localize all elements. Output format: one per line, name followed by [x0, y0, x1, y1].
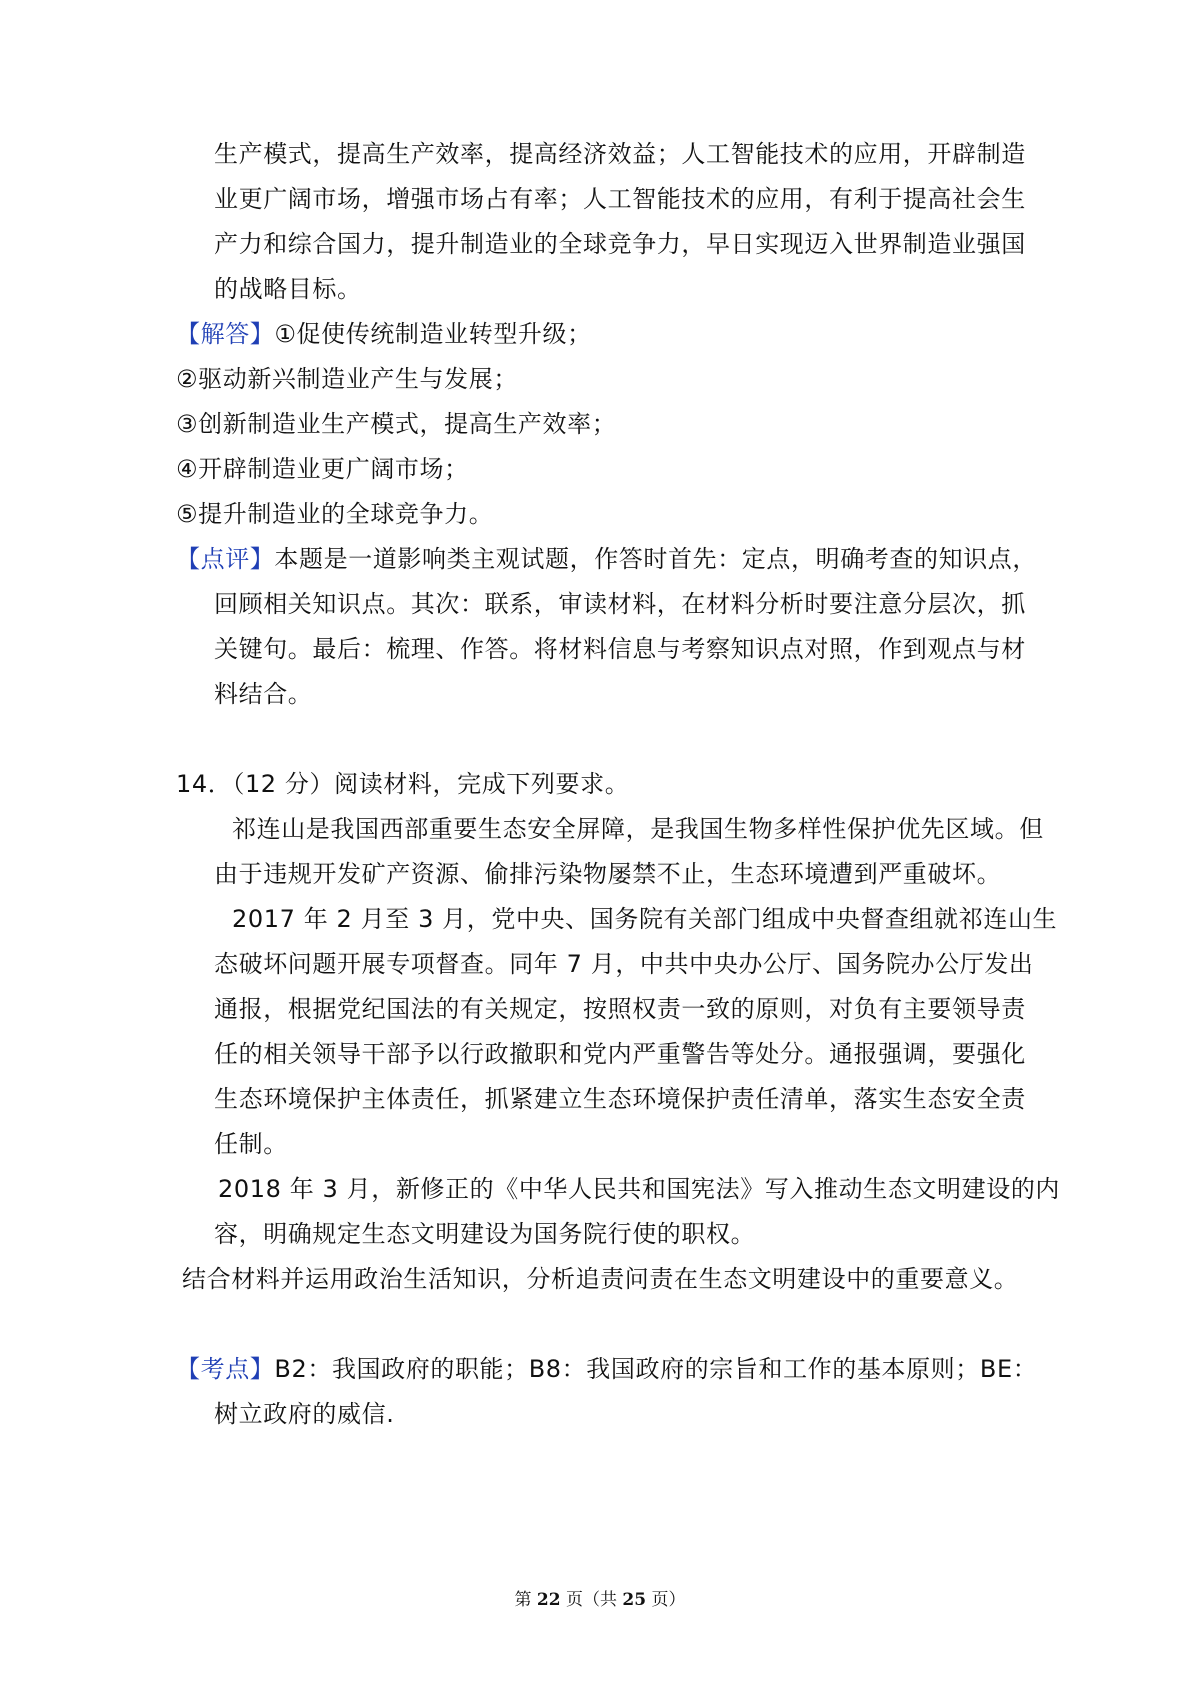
material-line-8: 任制。: [214, 1130, 288, 1158]
answer-item-5: ⑤提升制造业的全球竞争力。: [176, 500, 494, 528]
material-line-5: 通报，根据党纪国法的有关规定，按照权责一致的原则，对负有主要领导责: [214, 995, 1026, 1023]
comment-line-4: 料结合。: [214, 680, 313, 708]
answer-tag: 【解答】: [176, 320, 275, 348]
answer-first: ①促使传统制造业转型升级；: [274, 320, 592, 348]
material-line-4: 态破坏问题开展专项督查。同年 7 月，中共中央办公厅、国务院办公厅发出: [214, 950, 1034, 978]
footer-suffix: 页）: [646, 1590, 686, 1610]
answer-item-2: ②驱动新兴制造业产生与发展；: [176, 365, 518, 393]
comment-line-3: 关键句。最后：梳理、作答。将材料信息与考察知识点对照，作到观点与材: [214, 635, 1026, 663]
continued-line-2: 业更广阔市场，增强市场占有率；人工智能技术的应用，有利于提高社会生: [214, 185, 1026, 213]
material-line-3: 2017 年 2 月至 3 月，党中央、国务院有关部门组成中央督查组就祁连山生: [232, 905, 1058, 933]
material-line-6: 任的相关领导干部予以行政撤职和党内严重警告等处分。通报强调，要强化: [214, 1040, 1026, 1068]
answer-item-3: ③创新制造业生产模式，提高生产效率；: [176, 410, 617, 438]
comment-line-2: 回顾相关知识点。其次：联系，审读材料，在材料分析时要注意分层次，抓: [214, 590, 1026, 618]
material-line-9: 2018 年 3 月，新修正的《中华人民共和国宪法》写入推动生态文明建设的内: [218, 1175, 1061, 1203]
material-line-2: 由于违规开发矿产资源、偷排污染物屡禁不止，生态环境遭到严重破坏。: [214, 860, 1002, 888]
continued-line-1: 生产模式，提高生产效率，提高经济效益；人工智能技术的应用，开辟制造: [214, 140, 1026, 168]
material-line-1: 祁连山是我国西部重要生态安全屏障，是我国生物多样性保护优先区域。但: [232, 815, 1044, 843]
total-page-number: 25: [622, 1590, 647, 1610]
comment-tag: 【点评】: [176, 545, 275, 573]
material-line-7: 生态环境保护主体责任，抓紧建立生态环境保护责任清单，落实生态安全责: [214, 1085, 1026, 1113]
continued-line-4: 的战略目标。: [214, 275, 362, 303]
exam-point-line-2: 树立政府的威信.: [214, 1400, 395, 1428]
comment-line-1: [176, 542, 1037, 576]
material-line-10: 容，明确规定生态文明建设为国务院行使的职权。: [214, 1220, 756, 1248]
question-14-requirement: 结合材料并运用政治生活知识，分析追责问责在生态文明建设中的重要意义。: [182, 1265, 1019, 1293]
exam-point-tag: 【考点】: [176, 1355, 275, 1383]
current-page-number: 22: [536, 1590, 561, 1610]
footer-middle: 页（共: [560, 1590, 623, 1610]
exam-point-line-1: [176, 1352, 1037, 1386]
page-footer: [0, 1585, 1200, 1610]
answer-item-4: ④开辟制造业更广阔市场；: [176, 455, 469, 483]
exam-point-first: B2：我国政府的职能；B8：我国政府的宗旨和工作的基本原则；BE：: [274, 1355, 1038, 1383]
continued-line-3: 产力和综合国力，提升制造业的全球竞争力，早日实现迈入世界制造业强国: [214, 230, 1026, 258]
footer-prefix: 第: [514, 1590, 537, 1610]
comment-first: 本题是一道影响类主观试题，作答时首先：定点，明确考查的知识点，: [274, 545, 1038, 573]
question-14-title: 14．（12 分）阅读材料，完成下列要求。: [176, 770, 630, 798]
answer-line-1: [176, 317, 592, 351]
